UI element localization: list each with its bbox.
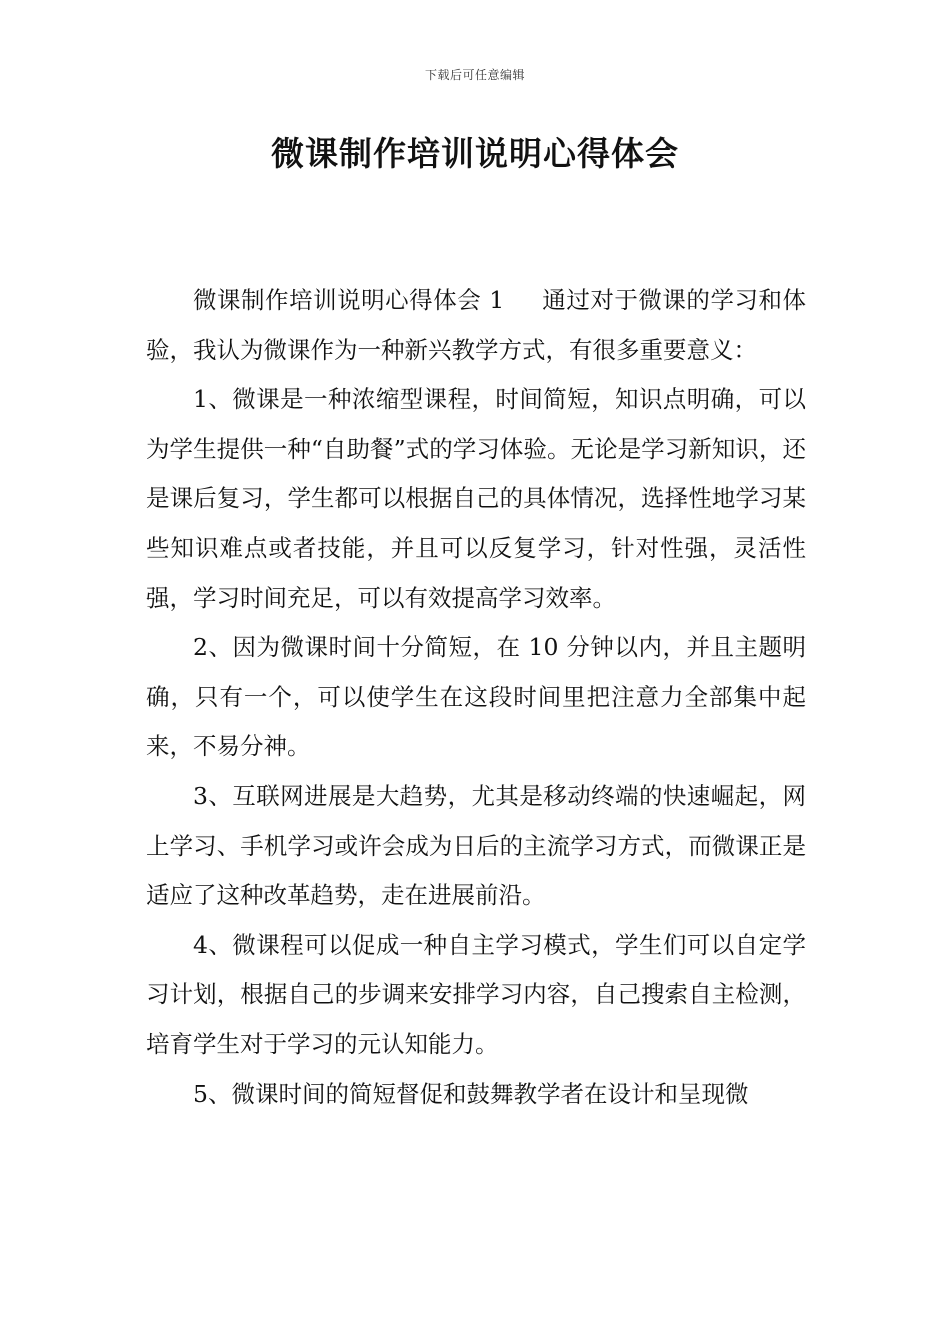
- document-body: [146, 276, 806, 1119]
- paragraph-4: 4、微课程可以促成一种自主学习模式，学生们可以自定学习计划，根据自己的步调来安排学习内容，自己搜索自主检测，培育学生对于学习的元认知能力。: [146, 930, 806, 1058]
- header-note: 下载后可任意编辑: [424, 68, 525, 82]
- document-title: 微课制作培训说明心得体会: [271, 134, 679, 173]
- paragraph-3: 3、互联网进展是大趋势，尤其是移动终端的快速崛起，网上学习、手机学习或许会成为日后的主流学习方式，而微课正是适应了这种改革趋势，走在进展前沿。: [146, 781, 806, 910]
- intro-lead: 微课制作培训说明心得体会 1: [193, 286, 505, 314]
- intro-text: 通过对于微课的学习和体验，我认为微课作为一种新兴教学方式，有很多重要意义：: [146, 286, 807, 364]
- paragraph-1: 1、微课是一种浓缩型课程，时间简短，知识点明确，可以为学生提供一种“自助餐”式的学习体验。无论是学习新知识，还是课后复习，学生都可以根据自己的具体情况，选择性地学习某些知识难点或者技能，并且可以反复学习，针对性强，灵活性强，学习时间充足，可以有效提高学习效率。: [146, 385, 806, 612]
- intro-paragraph: [146, 276, 806, 375]
- paragraph-2: 2、因为微课时间十分简短，在 10 分钟以内，并且主题明确，只有一个，可以使学生在这段时间里把注意力全部集中起来，不易分神。: [146, 633, 806, 761]
- paragraph-5: 5、微课时间的简短督促和鼓舞教学者在设计和呈现微: [193, 1079, 749, 1108]
